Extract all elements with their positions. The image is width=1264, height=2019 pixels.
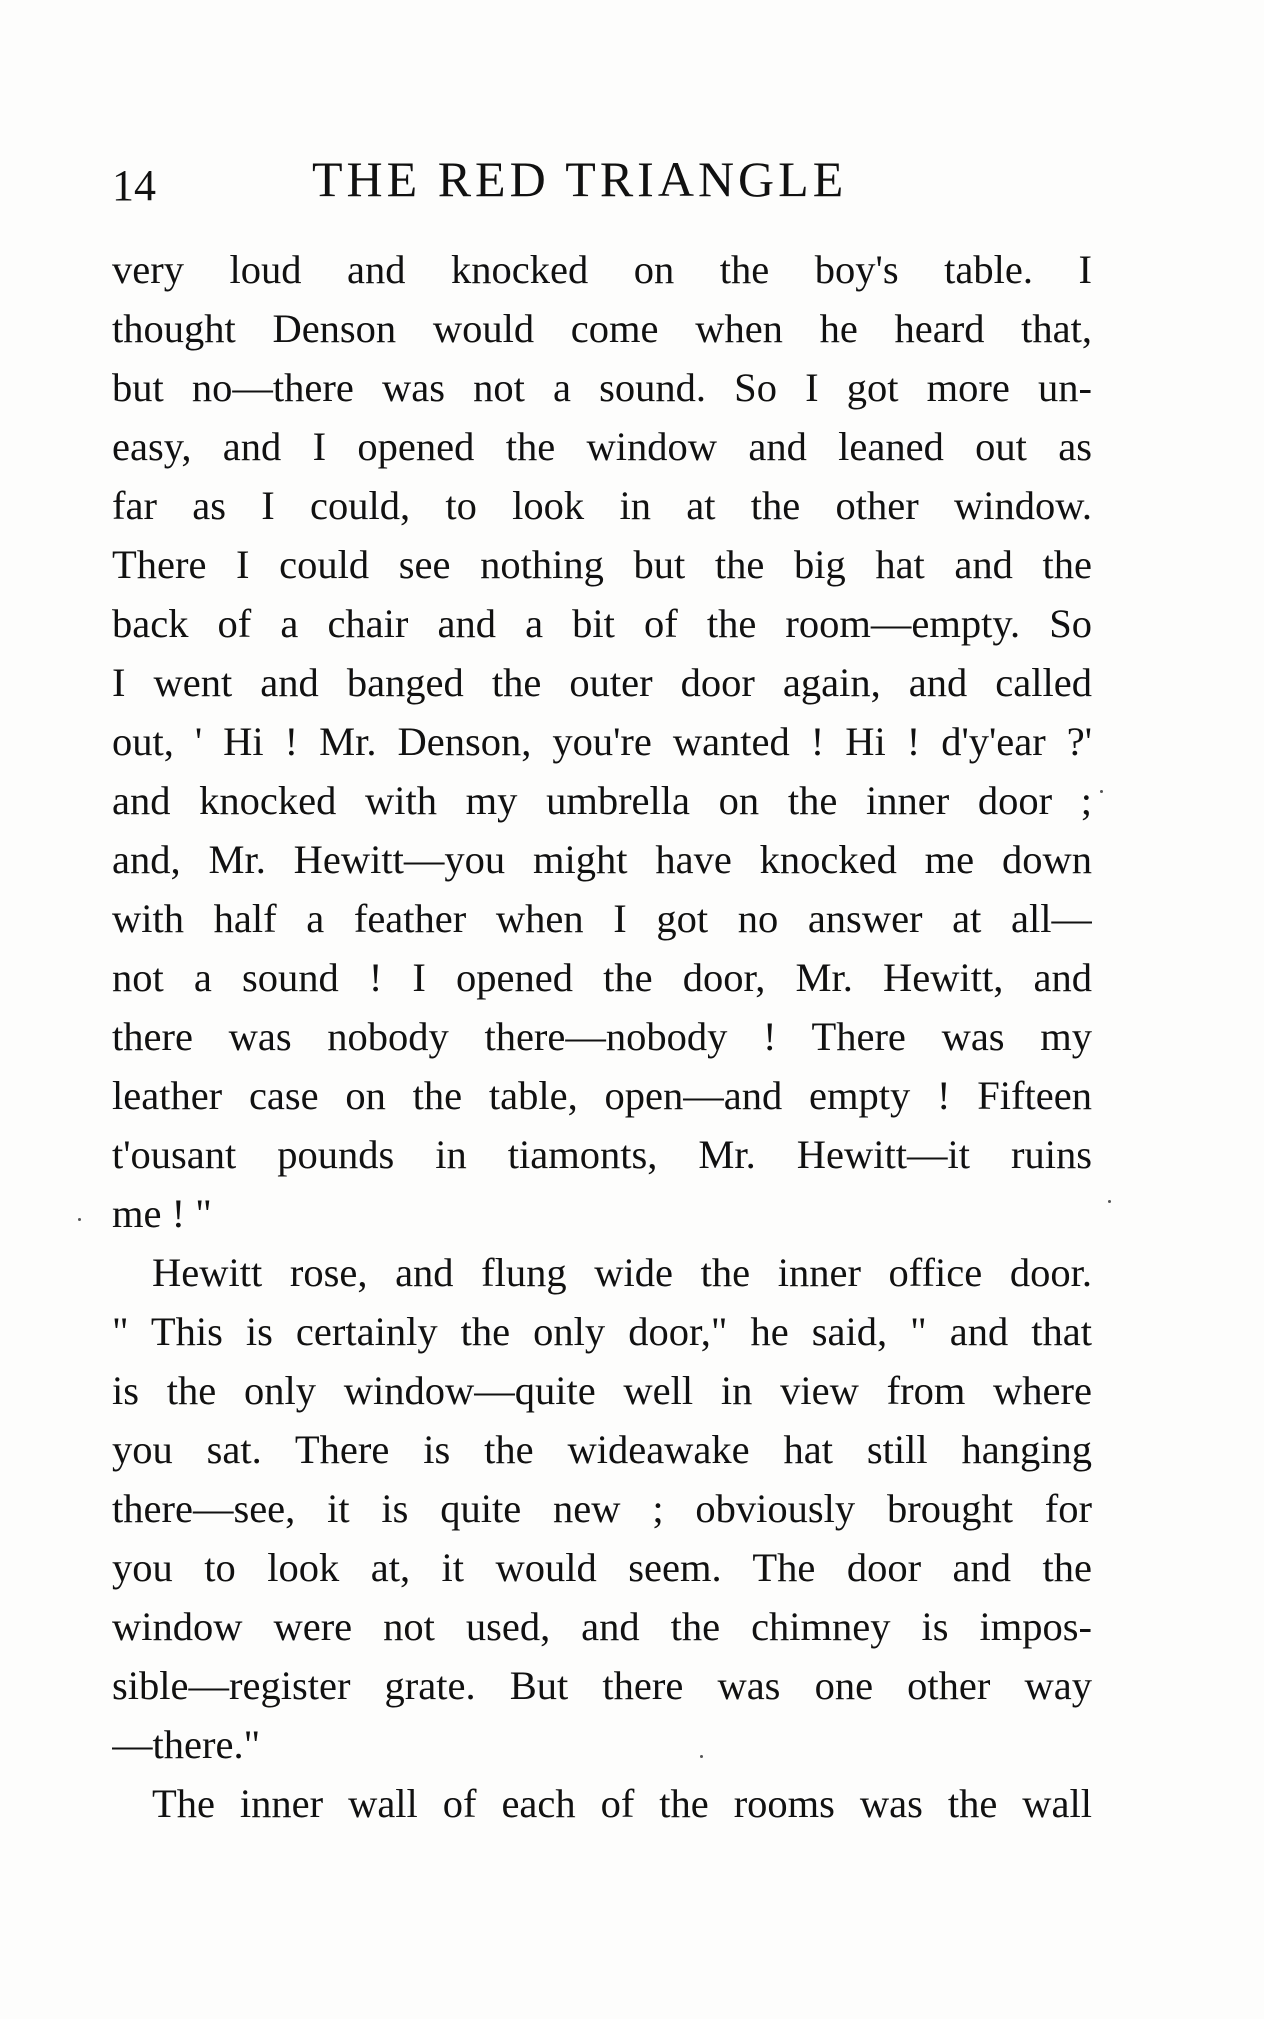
text-line: you sat. There is the wideawake hat still hanging	[112, 1427, 1092, 1472]
body-text	[112, 240, 1092, 1833]
paper-speck	[78, 1218, 81, 1221]
paper-speck	[1108, 1200, 1111, 1203]
paper-speck	[700, 1755, 703, 1758]
text-line: back of a chair and a bit of the room—empty. So	[112, 601, 1092, 646]
running-head	[112, 150, 1102, 220]
text-line: far as I could, to look in at the other window.	[112, 483, 1092, 528]
text-line: thought Denson would come when he heard that,	[112, 306, 1092, 351]
text-line: easy, and I opened the window and leaned out as	[112, 424, 1092, 469]
text-line: —there."	[112, 1722, 261, 1767]
running-title: THE RED TRIANGLE	[312, 151, 848, 207]
text-line: and knocked with my umbrella on the inner door ;	[112, 778, 1092, 823]
text-line: there—see, it is quite new ; obviously brought for	[112, 1486, 1092, 1531]
text-line: window were not used, and the chimney is impos-	[112, 1604, 1092, 1649]
text-line: The inner wall of each of the rooms was the wall	[152, 1781, 1092, 1826]
text-line: there was nobody there—nobody ! There was my	[112, 1014, 1092, 1059]
text-line: very loud and knocked on the boy's table. I	[112, 247, 1092, 292]
text-line: Hewitt rose, and flung wide the inner office door.	[152, 1250, 1092, 1295]
text-line: I went and banged the outer door again, and called	[112, 660, 1092, 705]
text-line: t'ousant pounds in tiamonts, Mr. Hewitt—it ruins	[112, 1132, 1092, 1177]
text-line: leather case on the table, open—and empty ! Fifteen	[112, 1073, 1092, 1118]
text-line: and, Mr. Hewitt—you might have knocked me down	[112, 837, 1092, 882]
paper-speck	[1100, 790, 1103, 793]
text-line: is the only window—quite well in view from where	[112, 1368, 1092, 1413]
page-number: 14	[112, 161, 156, 210]
text-line: but no—there was not a sound. So I got more un-	[112, 365, 1092, 410]
text-line: with half a feather when I got no answer at all—	[112, 896, 1092, 941]
text-line: out, ' Hi ! Mr. Denson, you're wanted ! Hi ! d'y'ear ?'	[112, 719, 1092, 764]
text-line: me ! "	[112, 1191, 212, 1236]
text-line: you to look at, it would seem. The door and the	[112, 1545, 1092, 1590]
text-line: not a sound ! I opened the door, Mr. Hewitt, and	[112, 955, 1092, 1000]
text-line: There I could see nothing but the big hat and the	[112, 542, 1092, 587]
text-line: sible—register grate. But there was one other way	[112, 1663, 1092, 1708]
text-line: " This is certainly the only door," he said, " and that	[112, 1309, 1092, 1354]
